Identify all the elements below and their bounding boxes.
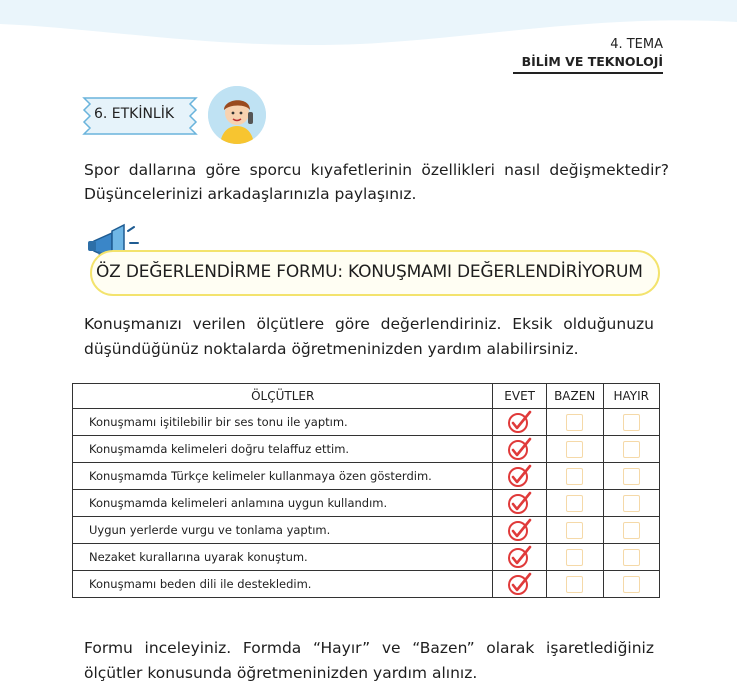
answer-checkbox[interactable] <box>566 495 583 512</box>
check-mark-icon <box>507 464 533 488</box>
criterion-cell: Konuşmamı beden dili ile destekledim. <box>73 571 493 598</box>
theme-header <box>522 36 663 70</box>
answer-checkbox[interactable] <box>566 576 583 593</box>
answer-cell-bazen[interactable] <box>546 544 603 571</box>
child-speaking-icon <box>208 86 266 144</box>
child-avatar <box>208 86 266 144</box>
answer-checkbox[interactable] <box>623 576 640 593</box>
answer-cell-bazen[interactable] <box>546 436 603 463</box>
check-mark-icon <box>507 410 533 434</box>
answer-checkbox[interactable] <box>623 468 640 485</box>
answer-cell-hayir[interactable] <box>603 517 660 544</box>
answer-cell-evet[interactable] <box>493 463 546 490</box>
answer-cell-hayir[interactable] <box>603 409 660 436</box>
table-row <box>73 490 660 517</box>
table-row <box>73 463 660 490</box>
answer-cell-bazen[interactable] <box>546 463 603 490</box>
answer-cell-evet[interactable] <box>493 517 546 544</box>
header-yes: EVET <box>493 384 546 409</box>
activity-question: Spor dallarına göre sporcu kıyafetlerinin özellikleri nasıl değişmektedir? Düşüncelerinizi arkadaşlarınızla paylaşınız. <box>84 161 669 203</box>
answer-checkbox[interactable] <box>566 414 583 431</box>
answer-cell-evet[interactable] <box>493 409 546 436</box>
answer-checkbox[interactable] <box>566 549 583 566</box>
answer-cell-hayir[interactable] <box>603 544 660 571</box>
table-row <box>73 517 660 544</box>
answer-cell-hayir[interactable] <box>603 436 660 463</box>
answer-cell-bazen[interactable] <box>546 409 603 436</box>
answer-cell-evet[interactable] <box>493 544 546 571</box>
form-instructions: Konuşmanızı verilen ölçütlere göre değerlendiriniz. Eksik olduğunuzu düşündüğünüz noktalarda öğretmeninizden yardım alabilirsiniz. <box>84 315 654 358</box>
check-mark-icon <box>507 518 533 542</box>
criterion-cell: Konuşmamda kelimeleri doğru telaffuz ettim. <box>73 436 493 463</box>
form-title: ÖZ DEĞERLENDİRME FORMU: KONUŞMAMI DEĞERLENDİRİYORUM <box>96 262 643 282</box>
table-row <box>73 571 660 598</box>
answer-checkbox[interactable] <box>623 495 640 512</box>
answer-cell-bazen[interactable] <box>546 490 603 517</box>
check-mark-icon <box>507 491 533 515</box>
theme-title: BİLİM VE TEKNOLOJİ <box>521 54 663 69</box>
header-sometimes: BAZEN <box>546 384 603 409</box>
criteria-table <box>72 383 660 598</box>
table-row <box>73 409 660 436</box>
footer-instructions: Formu inceleyiniz. Formda “Hayır” ve “Bazen” olarak işaretlediğiniz ölçütler konusunda öğretmeninizden yardım alınız. <box>84 639 654 682</box>
answer-checkbox[interactable] <box>623 414 640 431</box>
answer-checkbox[interactable] <box>623 549 640 566</box>
criterion-cell: Uygun yerlerde vurgu ve tonlama yaptım. <box>73 517 493 544</box>
criterion-cell: Konuşmamda Türkçe kelimeler kullanmaya özen gösterdim. <box>73 463 493 490</box>
table-row <box>73 436 660 463</box>
theme-underline <box>513 72 663 74</box>
header-no: HAYIR <box>603 384 660 409</box>
theme-number: 4. TEMA <box>610 37 663 52</box>
table-header-row <box>73 384 660 409</box>
check-mark-icon <box>507 437 533 461</box>
check-mark-icon <box>507 572 533 596</box>
answer-cell-evet[interactable] <box>493 571 546 598</box>
answer-cell-hayir[interactable] <box>603 490 660 517</box>
answer-checkbox[interactable] <box>566 468 583 485</box>
answer-cell-evet[interactable] <box>493 436 546 463</box>
answer-checkbox[interactable] <box>566 441 583 458</box>
answer-checkbox[interactable] <box>623 522 640 539</box>
criterion-cell: Konuşmamda kelimeleri anlamına uygun kullandım. <box>73 490 493 517</box>
answer-checkbox[interactable] <box>566 522 583 539</box>
header-criteria: ÖLÇÜTLER <box>73 384 493 409</box>
answer-cell-bazen[interactable] <box>546 517 603 544</box>
activity-badge <box>78 90 278 150</box>
answer-cell-hayir[interactable] <box>603 463 660 490</box>
answer-cell-evet[interactable] <box>493 490 546 517</box>
criterion-cell: Konuşmamı işitilebilir bir ses tonu ile yaptım. <box>73 409 493 436</box>
answer-cell-bazen[interactable] <box>546 571 603 598</box>
check-mark-icon <box>507 545 533 569</box>
table-row <box>73 544 660 571</box>
answer-checkbox[interactable] <box>623 441 640 458</box>
criterion-cell: Nezaket kurallarına uyarak konuştum. <box>73 544 493 571</box>
activity-label: 6. ETKİNLİK <box>93 106 175 122</box>
answer-cell-hayir[interactable] <box>603 571 660 598</box>
